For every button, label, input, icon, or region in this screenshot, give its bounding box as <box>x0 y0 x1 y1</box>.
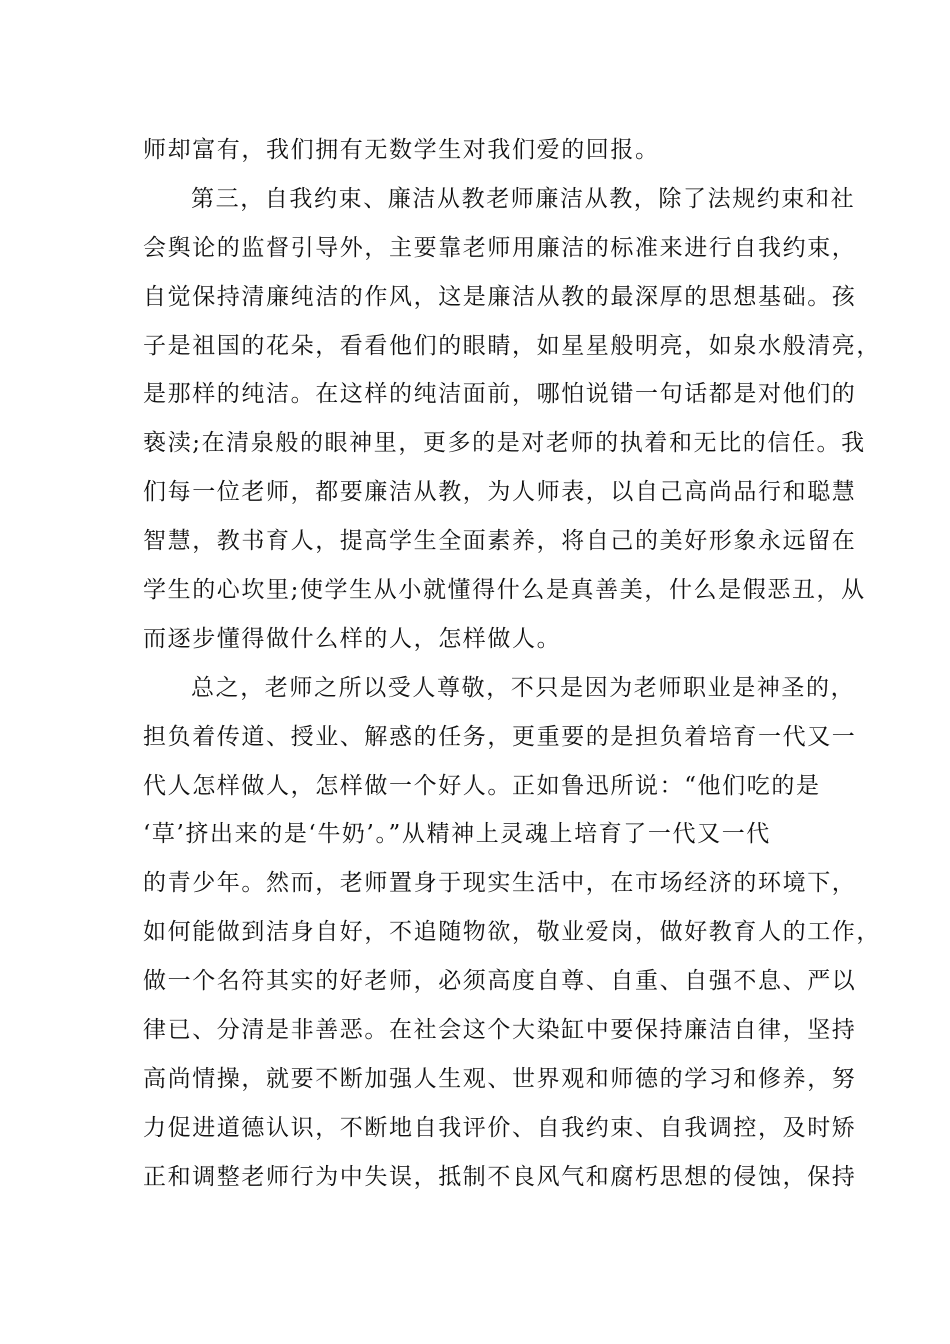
text-line: 是那样的纯洁。在这样的纯洁面前，哪怕说错一句话都是对他们的 <box>143 381 857 408</box>
document-body <box>143 126 881 1202</box>
text-line: 们每一位老师，都要廉洁从教，为人师表，以自己高尚品行和聪慧 <box>143 479 857 506</box>
text-line: 的青少年。然而，老师置身于现实生活中，在市场经济的环境下， <box>143 870 857 897</box>
text-line: 子是祖国的花朵，看看他们的眼睛，如星星般明亮，如泉水般清亮， <box>143 332 881 359</box>
text-line: 会舆论的监督引导外，主要靠老师用廉洁的标准来进行自我约束， <box>143 234 857 261</box>
text-line: ‘草’挤出来的是‘牛奶’。”从精神上灵魂上培育了一代又一代 <box>143 821 771 848</box>
text-line: 正和调整老师行为中失误，抵制不良风气和腐朽思想的侵蚀，保持 <box>143 1163 857 1190</box>
text-line: 亵渎;在清泉般的眼神里，更多的是对老师的执着和无比的信任。我 <box>143 430 866 457</box>
text-line: 自觉保持清廉纯洁的作风，这是廉洁从教的最深厚的思想基础。孩 <box>143 283 857 310</box>
text-line: 高尚情操，就要不断加强人生观、世界观和师德的学习和修养，努 <box>143 1065 857 1092</box>
text-line: 代人怎样做人，怎样做一个好人。正如鲁迅所说：“他们吃的是 <box>143 772 821 799</box>
paragraph-start-line: 第三，自我约束、廉洁从教老师廉洁从教，除了法规约束和社 <box>191 185 856 212</box>
text-line: 而逐步懂得做什么样的人，怎样做人。 <box>143 625 562 652</box>
text-line: 智慧，教书育人，提高学生全面素养，将自己的美好形象永远留在 <box>143 528 857 555</box>
text-line: 学生的心坎里;使学生从小就懂得什么是真善美，什么是假恶丑，从 <box>143 577 866 604</box>
text-line: 力促进道德认识，不断地自我评价、自我约束、自我调控，及时矫 <box>143 1114 857 1141</box>
text-line: 师却富有，我们拥有无数学生对我们爱的回报。 <box>143 137 660 163</box>
text-line: 如何能做到洁身自好，不追随物欲，敬业爱岗，做好教育人的工作， <box>143 919 881 946</box>
text-line: 律已、分清是非善恶。在社会这个大染缸中要保持廉洁自律，坚持 <box>143 1017 857 1044</box>
paragraph-start-line: 总之，老师之所以受人尊敬，不只是因为老师职业是神圣的， <box>191 674 856 701</box>
text-line: 做一个名符其实的好老师，必须高度自尊、自重、自强不息、严以 <box>143 968 857 995</box>
text-line: 担负着传道、授业、解惑的任务，更重要的是担负着培育一代又一 <box>143 723 857 750</box>
